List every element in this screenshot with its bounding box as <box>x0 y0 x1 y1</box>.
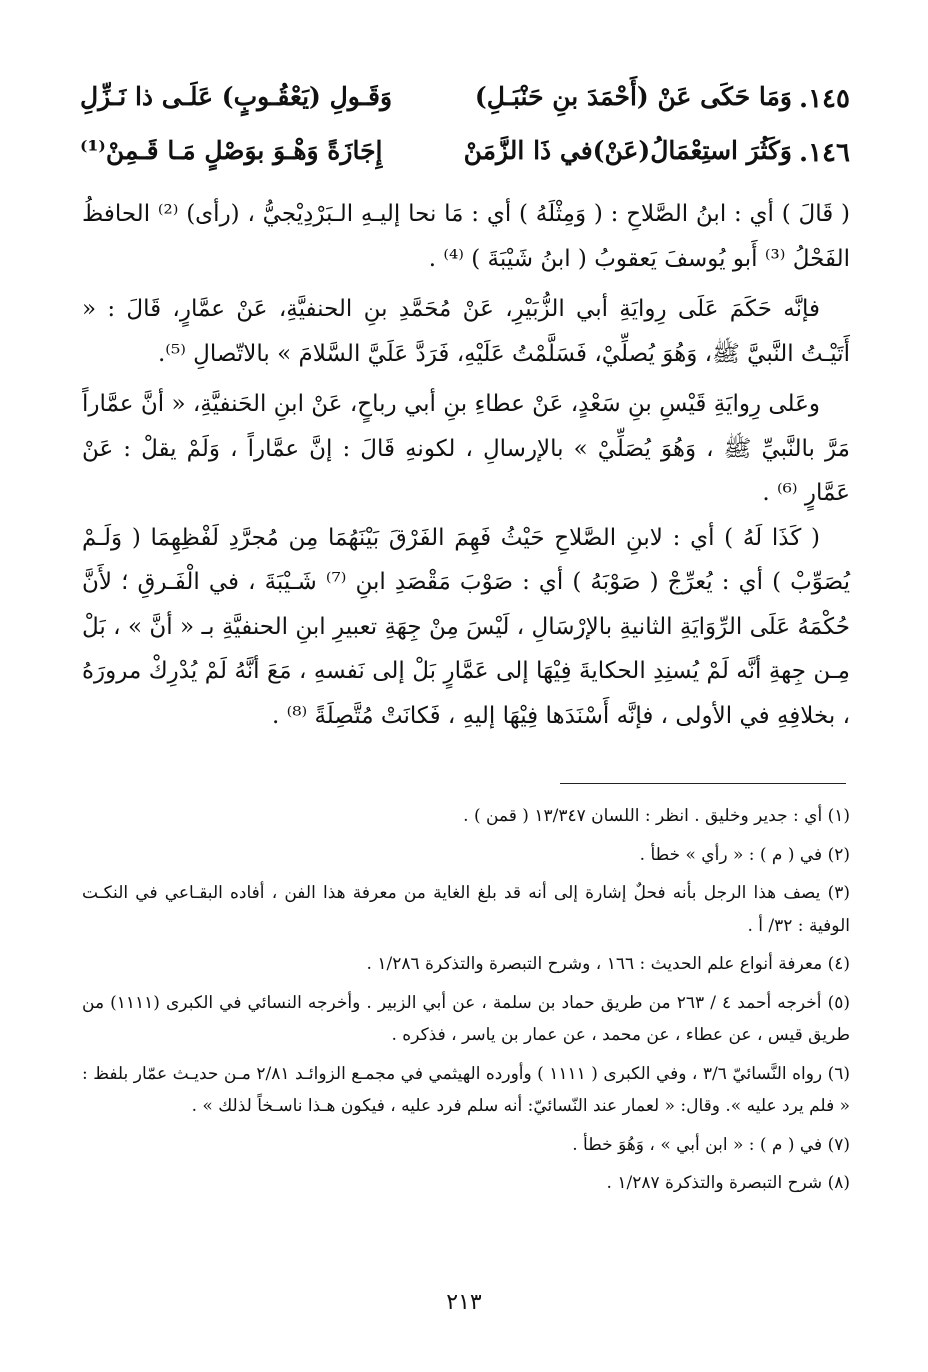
verse-number: ١٤٥. <box>799 84 850 114</box>
verse-second-hemistich: إِجَازَةً وَهْـوَ بوَصْلٍ مَـا قَـمِنْ⁽¹⁾ <box>80 136 383 165</box>
footnote: (٧) في ( م ) : « ابن أبي » ، وَهُوَ خطأ . <box>572 1134 850 1155</box>
verse-line <box>80 132 850 186</box>
footnote: (٤) معرفة أنواع علم الحديث : ١٦٦ ، وشرح التبصرة والتذكرة ١/٢٨٦ . <box>366 954 850 974</box>
footnote: (٨) شرح التبصرة والتذكرة ١/٢٨٧ . <box>606 1173 850 1193</box>
footnote: (٦) رواه النَّسائيّ ٣/٦ ، وفي الكبرى ( ١١١١ ) وأورده الهيثمي في مجمـع الزوائـد ٢/٨١ مـن حديـث عمّار بلفظ : « فلم يرد عليه ». وقال: « لعمار عند النّسائيّ: أنه سلم فرد عليه ، فيكون هـذا ناسـخاً لذلك » . <box>82 1063 850 1116</box>
commentary-paragraph: ( كَذَا لَهُ ) أي : لابنِ الصَّلاحِ حَيْثُ فَهِمَ الفَرْقَ بَيْنَهُمَا مِن مُجرَّدِ لَفْظِهِمَا ( وَلَـمْ يُصَوِّبْ ) أي : يُعرِّجْ ( صَوْبَهُ ) أي : صَوْبَ مَقْصَدِ ابنِ ⁽⁷⁾ شَـيْبَةَ ، في الْفَـرقِ ؛ لأَنَّ حُكْمَهُ عَلَى الرِّوَايَةِ الثانيةِ بالإرْسَالِ ، لَيْسَ مِنْ جِهَةِ تعبيرِ ابنِ الحنفيَّةِ بـ « أنَّ » ، بَلْ مِـن جِهةِ أنَّه لَمْ يُسنِدِ الحكايةَ فِيْهَا إلى عَمَّارٍ بَلْ إلى نَفسهِ ، مَعَ أنَّهُ لَمْ يُدْرِكْ مرورَهُ ، بخلافِهِ في الأولى ، فإنَّه أَسْنَدَها فِيْهَا إليهِ ، فَكانَتْ مُتَّصِلَةً ⁽⁸⁾ . <box>82 524 851 729</box>
footnote: (١) أي : جدير وخليق . انظر : اللسان ١٣/٣٤٧ ( قمن ) . <box>463 806 850 826</box>
verse-line <box>80 78 850 132</box>
commentary-paragraph: ( قَالَ ) أي : ابنُ الصَّلاحِ : ( وَمِثْلَهُ ) أي : مَا نحا إليـهِ الـبَرْدِيْجيُّ ، (رأى) ⁽²⁾ الحافظُ الفَحْلُ ⁽³⁾ أَبو يُوسفَ يَعقوبُ ( ابنُ شَيْبَةَ ) ⁽⁴⁾ . <box>82 201 850 272</box>
verse-first-hemistich: وَمَا حَكَى عَنْ (أَحْمَدَ بنِ حَنْبَـلِ) <box>474 82 792 111</box>
footnotes <box>82 800 850 1206</box>
commentary-paragraph: وعَلى رِوايَةِ قَيْسِ بنِ سَعْدٍ، عَنْ عطاءِ بنِ أبي رباحٍ، عَنْ ابنِ الحَنفيَّةِ، « أنَّ عمَّاراً مَرَّ بالنَّبيِّ ﷺ ، وَهُوَ يُصَلِّيْ » بالإرسالِ ، لكونهِ قَالَ : إنَّ عمَّاراً ، وَلَمْ يقلْ : عَنْ عَمَّارٍ ⁽⁶⁾ . <box>82 391 850 506</box>
footnote: (٣) يصف هذا الرجل بأنه فحلٌ إشارة إلى أنه قد بلغ الغاية من معرفة هذا الفن ، أفاده البقـاعي في النكـت الوفية : ٣٢/ أ . <box>82 883 850 936</box>
verse-number: ١٤٦. <box>799 138 850 168</box>
footnote: (٢) في ( م ) : « رأي » خطأ . <box>639 844 850 865</box>
commentary-paragraph: فإنَّه حَكَمَ عَلَى رِوايَةِ أبي الزُّبَيْرِ، عَنْ مُحَمَّدِ بنِ الحنفيَّةِ، عَنْ عمَّارٍ، قَالَ : « أَتَيْـتُ النَّبيَّ ﷺ، وَهُوَ يُصلِّيْ، فَسَلَّمْتُ عَلَيْهِ، فَرَدَّ عَلَيَّ السَّلامَ » بالاتّصالِ ⁽⁵⁾. <box>82 296 850 367</box>
commentary-body <box>82 192 850 738</box>
footnote-separator <box>560 783 846 784</box>
verse-block <box>80 78 850 186</box>
page-number: ٢١٣ <box>446 1290 482 1315</box>
verse-first-hemistich: وَكَثُرَ استِعْمَالُ(عَنْ)في ذَا الزَّمَنْ <box>463 136 792 165</box>
verse-second-hemistich: وَقَـولِ (يَعْقُـوبٍ) عَلَـى ذا نَـزِّلِ <box>80 82 393 111</box>
footnote: (٥) أخرجه أحمد ٤ / ٢٦٣ من طريق حماد بن سلمة ، عن أبي الزبير . وأخرجه النسائي في الكبرى (١١١١) من طريق قيس ، عن عطاء ، عن محمد ، عن عمار بن ياسر ، فذكره . <box>82 992 850 1045</box>
